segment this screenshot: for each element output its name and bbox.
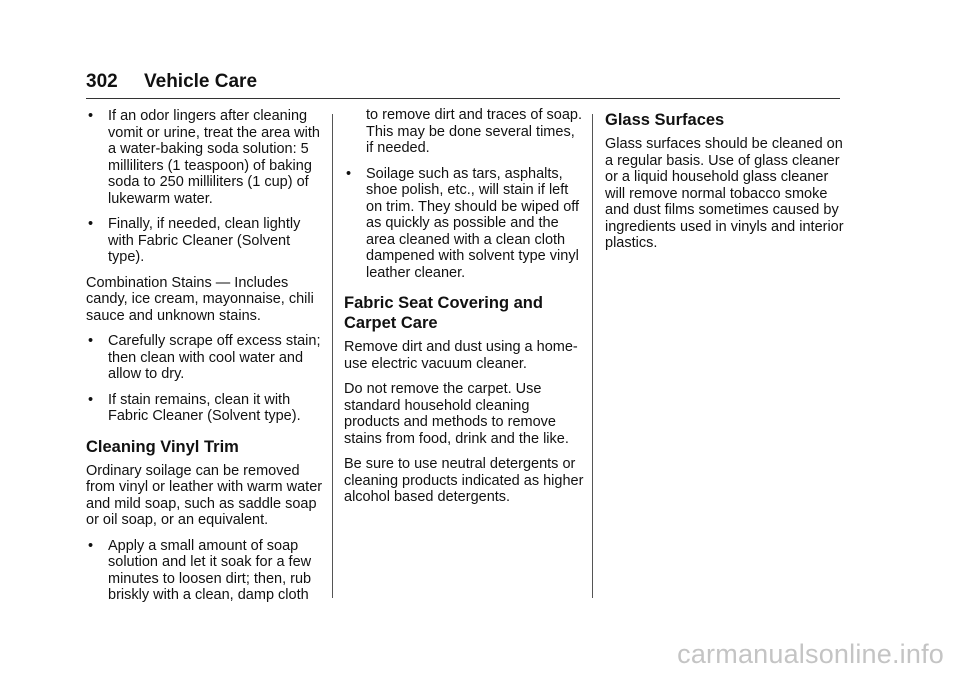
bullet-marker: •: [88, 537, 94, 554]
fabric-paragraph-1: Remove dirt and dust using a home-use electric vacuum cleaner.: [344, 339, 578, 372]
bullet-text: Apply a small amount of soap solution and let it soak for a few minutes to loosen dirt; then, rub briskly with a clean, damp cloth: [108, 537, 312, 603]
bullet-item: [86, 333, 326, 383]
bullet-item: [86, 392, 326, 425]
bullet-marker: •: [346, 165, 352, 182]
bullet-marker: •: [88, 333, 94, 349]
column-3: [605, 108, 845, 261]
bullet-item: [86, 216, 326, 266]
bullet-item: [344, 166, 584, 282]
bullet-text: Finally, if needed, clean lightly with Fabric Cleaner (Solvent type).: [108, 216, 301, 265]
combination-stains-paragraph: Combination Stains — Includes candy, ice cream, mayonnaise, chili sauce and unknown stains.: [86, 274, 314, 324]
bullet-text: If an odor lingers after cleaning vomit or urine, treat the area with a water-baking soda solution: 5 milliliters (1 teaspoon) of baking soda to 250 milliliters (1 cup) of lukewarm water.: [108, 108, 320, 207]
bullet-text: If stain remains, clean it with Fabric Cleaner (Solvent type).: [108, 391, 301, 424]
vinyl-paragraph: Ordinary soilage can be removed from vinyl or leather with warm water and mild soap, such as saddle soap or oil soap, or an equivalent.: [86, 462, 323, 528]
section-title: Vehicle Care: [144, 71, 258, 92]
bullet-item: [86, 108, 326, 207]
page-number: 302: [86, 71, 118, 92]
watermark: carmanualsonline.info: [677, 639, 944, 669]
bullet-text: Soilage such as tars, asphalts, shoe polish, etc., will stain if left on trim. They should be wiped off as quickly as possible and the area cleaned with a clean cloth dampened with solvent type vinyl leather cleaner.: [366, 165, 580, 281]
heading-glass-surfaces: Glass Surfaces: [605, 111, 725, 129]
header-rule: [86, 98, 840, 99]
column-divider-1: [332, 114, 333, 598]
bullet-text: Carefully scrape off excess stain; then clean with cool water and allow to dry.: [108, 333, 321, 382]
heading-cleaning-vinyl-trim: Cleaning Vinyl Trim: [86, 437, 239, 456]
bullet-marker: •: [88, 108, 94, 124]
fabric-paragraph-3: Be sure to use neutral detergents or cleaning products indicated as higher alcohol based detergents.: [344, 456, 584, 505]
page-header: [86, 70, 840, 94]
fabric-paragraph-2: Do not remove the carpet. Use standard household cleaning products and methods to remove stains from food, drink and the like.: [344, 381, 569, 447]
column-1: [86, 108, 326, 613]
glass-paragraph: Glass surfaces should be cleaned on a regular basis. Use of glass cleaner or a liquid household glass cleaner will remove normal tobacco smoke and dust films sometimes caused by ingredients used in vinyls and interior plastics.: [605, 136, 844, 251]
bullet-continuation: to remove dirt and traces of soap. This may be done several times, if needed.: [366, 107, 582, 156]
column-divider-2: [592, 114, 593, 598]
column-2: [344, 107, 584, 515]
heading-fabric-seat-carpet: Fabric Seat Covering and Carpet Care: [344, 294, 543, 332]
bullet-item: [86, 538, 326, 604]
bullet-marker: •: [88, 216, 94, 232]
bullet-marker: •: [88, 391, 94, 408]
